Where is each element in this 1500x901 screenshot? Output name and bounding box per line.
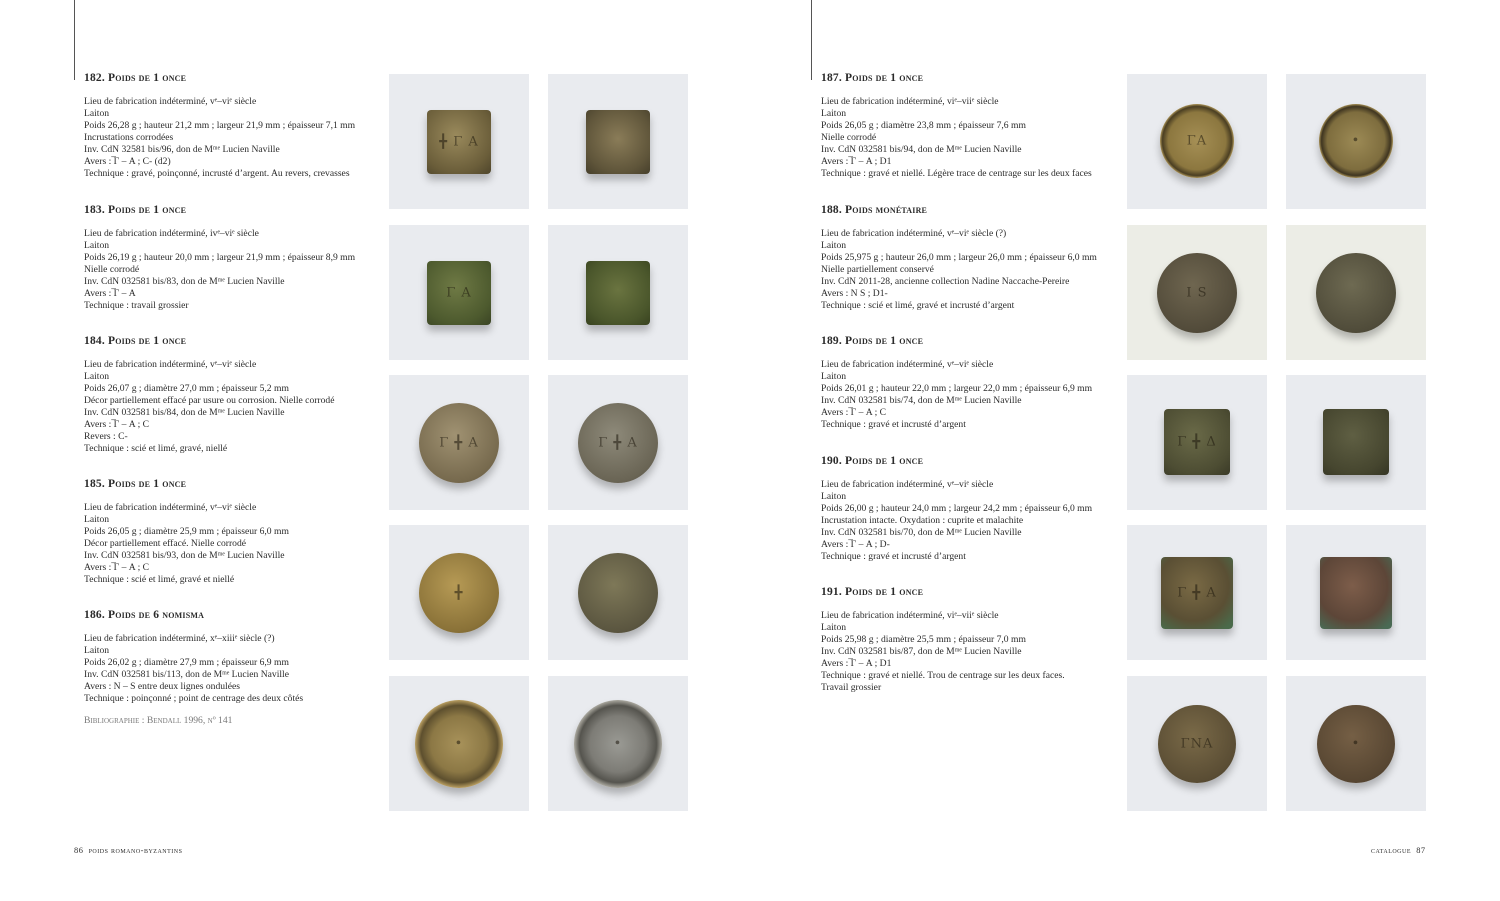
weight-inscription: • xyxy=(1351,133,1361,149)
photo-184-reverse xyxy=(548,375,688,510)
entry-inventory: Inv. CdN 032581 bis/93, don de Mᵐᵉ Lucien Naville xyxy=(84,550,285,561)
weight-inscription: Γ ╋ Α xyxy=(1177,585,1217,601)
entry-inventory: Inv. CdN 032581 bis/87, don de Mᵐᵉ Lucien Naville xyxy=(821,646,1022,657)
entry-measures: Poids 26,00 g ; hauteur 24,0 mm ; largeur 24,2 mm ; épaisseur 6,0 mm xyxy=(821,503,1093,514)
page-footer xyxy=(1371,846,1426,855)
catalogue-entry-187 xyxy=(821,72,1126,180)
weight-image xyxy=(427,261,491,325)
entry-technique: Technique : gravé et niellé. Trou de centrage sur les deux faces. xyxy=(821,670,1065,681)
photo-191-obverse xyxy=(1127,676,1267,811)
entry-origin: Lieu de fabrication indéterminé, viᵉ–viiᵉ siècle xyxy=(821,96,999,107)
weight-inscription: Γ ╋ Α xyxy=(439,435,479,451)
weight-inscription: Γ ╋ Α xyxy=(598,435,638,451)
weight-image xyxy=(1160,104,1234,178)
entry-condition: Incrustation intacte. Oxydation : cuprite et malachite xyxy=(821,515,1024,526)
entry-title: 182. Poids de 1 once xyxy=(84,72,187,84)
entry-title: 190. Poids de 1 once xyxy=(821,455,924,467)
entry-measures: Poids 26,19 g ; hauteur 20,0 mm ; largeur 21,9 mm ; épaisseur 8,9 mm xyxy=(84,252,356,263)
running-head: poids romano-byzantins xyxy=(88,846,183,855)
entry-material: Laiton xyxy=(84,240,110,251)
entry-origin: Lieu de fabrication indéterminé, ivᵉ–viᵉ siècle xyxy=(84,228,259,239)
entry-title: 185. Poids de 1 once xyxy=(84,478,187,490)
weight-image xyxy=(415,700,503,788)
entry-origin: Lieu de fabrication indéterminé, vᵉ–viᵉ siècle xyxy=(84,96,257,107)
entry-measures: Poids 26,05 g ; diamètre 23,8 mm ; épaisseur 7,6 mm xyxy=(821,120,1026,131)
entry-material: Laiton xyxy=(821,622,847,633)
entry-obverse: Avers : ̅Γ – A xyxy=(84,288,136,299)
weight-inscription: ╋ Γ Α xyxy=(439,134,479,150)
entry-measures: Poids 25,98 g ; diamètre 25,5 mm ; épaisseur 7,0 mm xyxy=(821,634,1026,645)
photo-184-obverse xyxy=(389,375,529,510)
entry-obverse: Avers : ̅Γ – A ; D1 xyxy=(821,156,892,167)
entry-origin: Lieu de fabrication indéterminé, xᵉ–xiiiᵉ siècle (?) xyxy=(84,633,275,644)
entry-inventory: Inv. CdN 032581 bis/83, don de Mᵐᵉ Lucien Naville xyxy=(84,276,285,287)
entry-obverse: Avers : N S ; D1- xyxy=(821,288,888,299)
weight-image xyxy=(574,700,662,788)
entry-condition: Nielle corrodé xyxy=(84,264,140,275)
entry-obverse: Avers : ̅Γ – A ; C xyxy=(84,562,150,573)
photo-188-obverse xyxy=(1127,225,1267,360)
photo-186-obverse xyxy=(389,676,529,811)
catalogue-entry-185 xyxy=(84,478,389,586)
weight-image xyxy=(1157,253,1237,333)
photo-185-obverse xyxy=(389,525,529,660)
entry-condition: Incrustations corrodées xyxy=(84,132,174,143)
running-head: catalogue xyxy=(1371,846,1412,855)
entry-condition: Décor partiellement effacé. Nielle corrodé xyxy=(84,538,247,549)
entry-measures: Poids 26,01 g ; hauteur 22,0 mm ; largeur 22,0 mm ; épaisseur 6,9 mm xyxy=(821,383,1093,394)
weight-image xyxy=(1161,557,1233,629)
entry-technique: Technique : gravé et incrusté d’argent xyxy=(821,551,966,562)
entry-title: 188. Poids monétaire xyxy=(821,204,928,216)
folio-number: 87 xyxy=(1416,846,1426,855)
entry-technique: Technique : scié et limé, gravé et niellé xyxy=(84,574,235,585)
entry-condition: Nielle corrodé xyxy=(821,132,877,143)
entry-material: Laiton xyxy=(84,108,110,119)
weight-inscription: Γ Α xyxy=(446,285,472,301)
weight-image xyxy=(578,403,658,483)
entry-material: Laiton xyxy=(821,371,847,382)
entry-material: Laiton xyxy=(821,491,847,502)
photo-183-obverse xyxy=(389,225,529,360)
entry-obverse: Avers : ̅Γ – A ; D- xyxy=(821,539,890,550)
catalogue-entry-182 xyxy=(84,72,389,180)
weight-inscription: • xyxy=(613,736,623,752)
entry-technique: Technique : scié et limé, gravé, niellé xyxy=(84,443,228,454)
entry-title: 183. Poids de 1 once xyxy=(84,204,187,216)
entry-measures: Poids 26,02 g ; diamètre 27,9 mm ; épaisseur 6,9 mm xyxy=(84,657,289,668)
weight-inscription: • xyxy=(1351,736,1361,752)
weight-image xyxy=(578,553,658,633)
weight-image xyxy=(419,403,499,483)
entry-obverse: Avers : N – S entre deux lignes ondulées xyxy=(84,681,240,692)
photo-190-reverse xyxy=(1286,525,1426,660)
weight-inscription: ΓΑ xyxy=(1186,133,1208,149)
entry-condition: Décor partiellement effacé par usure ou corrosion. Nielle corrodé xyxy=(84,395,335,406)
entry-technique: Technique : travail grossier xyxy=(84,300,189,311)
weight-inscription: ╋ xyxy=(454,585,464,601)
entry-origin: Lieu de fabrication indéterminé, vᵉ–viᵉ siècle xyxy=(821,359,994,370)
entry-inventory: Inv. CdN 032581 bis/94, don de Mᵐᵉ Lucien Naville xyxy=(821,144,1022,155)
entry-origin: Lieu de fabrication indéterminé, vᵉ–viᵉ siècle xyxy=(84,359,257,370)
right-page xyxy=(750,0,1500,901)
photo-189-obverse xyxy=(1127,375,1267,510)
weight-image xyxy=(1319,104,1393,178)
weight-image xyxy=(1164,409,1230,475)
entry-material: Laiton xyxy=(84,514,110,525)
entry-title: 187. Poids de 1 once xyxy=(821,72,924,84)
entry-material: Laiton xyxy=(84,371,110,382)
entry-measures: Poids 26,28 g ; hauteur 21,2 mm ; largeur 21,9 mm ; épaisseur 7,1 mm xyxy=(84,120,356,131)
weight-image xyxy=(1317,705,1395,783)
weight-inscription: Ι Ѕ xyxy=(1186,285,1208,301)
entry-reverse: Revers : C- xyxy=(84,431,128,442)
margin-rule xyxy=(74,0,75,80)
folio-number: 86 xyxy=(74,846,84,855)
photo-183-reverse xyxy=(548,225,688,360)
entry-inventory: Inv. CdN 032581 bis/70, don de Mᵐᵉ Lucien Naville xyxy=(821,527,1022,538)
entry-origin: Lieu de fabrication indéterminé, viᵉ–viiᵉ siècle xyxy=(821,610,999,621)
weight-image xyxy=(1158,705,1236,783)
photo-190-obverse xyxy=(1127,525,1267,660)
entry-obverse: Avers : ̅Γ – A ; C xyxy=(84,419,150,430)
catalogue-entry-184 xyxy=(84,335,389,455)
entry-technique: Technique : poinçonné ; point de centrage des deux côtés xyxy=(84,693,304,704)
entry-obverse: Avers : ̅Γ – A ; D1 xyxy=(821,658,892,669)
entry-material: Laiton xyxy=(821,108,847,119)
catalogue-entry-191 xyxy=(821,586,1126,694)
entry-measures: Poids 26,07 g ; diamètre 27,0 mm ; épaisseur 5,2 mm xyxy=(84,383,289,394)
weight-image xyxy=(1323,409,1389,475)
entry-inventory: Inv. CdN 2011-28, ancienne collection Nadine Naccache-Pereire xyxy=(821,276,1070,287)
photo-187-reverse xyxy=(1286,74,1426,209)
entry-title: 186. Poids de 6 nomisma xyxy=(84,609,205,621)
entry-inventory: Inv. CdN 032581 bis/113, don de Mᵐᵉ Lucien Naville xyxy=(84,669,289,680)
entry-origin: Lieu de fabrication indéterminé, vᵉ–viᵉ siècle xyxy=(84,502,257,513)
entry-inventory: Inv. CdN 032581 bis/74, don de Mᵐᵉ Lucien Naville xyxy=(821,395,1022,406)
entry-technique: Technique : scié et limé, gravé et incrusté d’argent xyxy=(821,300,1015,311)
weight-image xyxy=(586,110,650,174)
weight-image xyxy=(1320,557,1392,629)
weight-image xyxy=(419,553,499,633)
weight-inscription: • xyxy=(454,736,464,752)
catalogue-entry-183 xyxy=(84,204,389,312)
photo-185-reverse xyxy=(548,525,688,660)
entry-material: Laiton xyxy=(84,645,110,656)
weight-image xyxy=(586,261,650,325)
catalogue-entry-188 xyxy=(821,204,1126,312)
entry-title: 191. Poids de 1 once xyxy=(821,586,924,598)
photo-182-obverse xyxy=(389,74,529,209)
photo-191-reverse xyxy=(1286,676,1426,811)
weight-image xyxy=(1316,253,1396,333)
entry-measures: Poids 26,05 g ; diamètre 25,9 mm ; épaisseur 6,0 mm xyxy=(84,526,289,537)
photo-189-reverse xyxy=(1286,375,1426,510)
photo-187-obverse xyxy=(1127,74,1267,209)
weight-inscription: ΓΝΑ xyxy=(1180,736,1214,752)
entry-inventory: Inv. CdN 32581 bis/96, don de Mᵐᵉ Lucien Naville xyxy=(84,144,280,155)
catalogue-entry-186 xyxy=(84,609,389,726)
catalogue-entry-189 xyxy=(821,335,1126,431)
entry-bibliography: Bibliographie : Bendall 1996, nº 141 xyxy=(84,715,233,726)
entry-origin: Lieu de fabrication indéterminé, vᵉ–viᵉ siècle (?) xyxy=(821,228,1007,239)
margin-rule xyxy=(811,0,812,80)
weight-image xyxy=(427,110,491,174)
photo-186-reverse xyxy=(548,676,688,811)
entry-obverse: Avers : ̅Γ – A ; C xyxy=(821,407,887,418)
entry-origin: Lieu de fabrication indéterminé, vᵉ–viᵉ siècle xyxy=(821,479,994,490)
entry-material: Laiton xyxy=(821,240,847,251)
entry-technique: Technique : gravé et niellé. Légère trace de centrage sur les deux faces xyxy=(821,168,1092,179)
entry-inventory: Inv. CdN 032581 bis/84, don de Mᵐᵉ Lucien Naville xyxy=(84,407,285,418)
entry-title: 189. Poids de 1 once xyxy=(821,335,924,347)
entry-technique-cont: Travail grossier xyxy=(821,682,882,693)
photo-188-reverse xyxy=(1286,225,1426,360)
entry-measures: Poids 25,975 g ; hauteur 26,0 mm ; largeur 26,0 mm ; épaisseur 6,0 mm xyxy=(821,252,1097,263)
entry-technique: Technique : gravé, poinçonné, incrusté d’argent. Au revers, crevasses xyxy=(84,168,350,179)
entry-obverse: Avers : ̅Γ – A ; C- (d2) xyxy=(84,156,171,167)
entry-technique: Technique : gravé et incrusté d’argent xyxy=(821,419,966,430)
entry-title: 184. Poids de 1 once xyxy=(84,335,187,347)
photo-182-reverse xyxy=(548,74,688,209)
catalogue-entry-190 xyxy=(821,455,1126,563)
weight-inscription: Γ ╋ Δ xyxy=(1177,434,1217,450)
page-footer xyxy=(74,846,182,855)
entry-condition: Nielle partiellement conservé xyxy=(821,264,934,275)
